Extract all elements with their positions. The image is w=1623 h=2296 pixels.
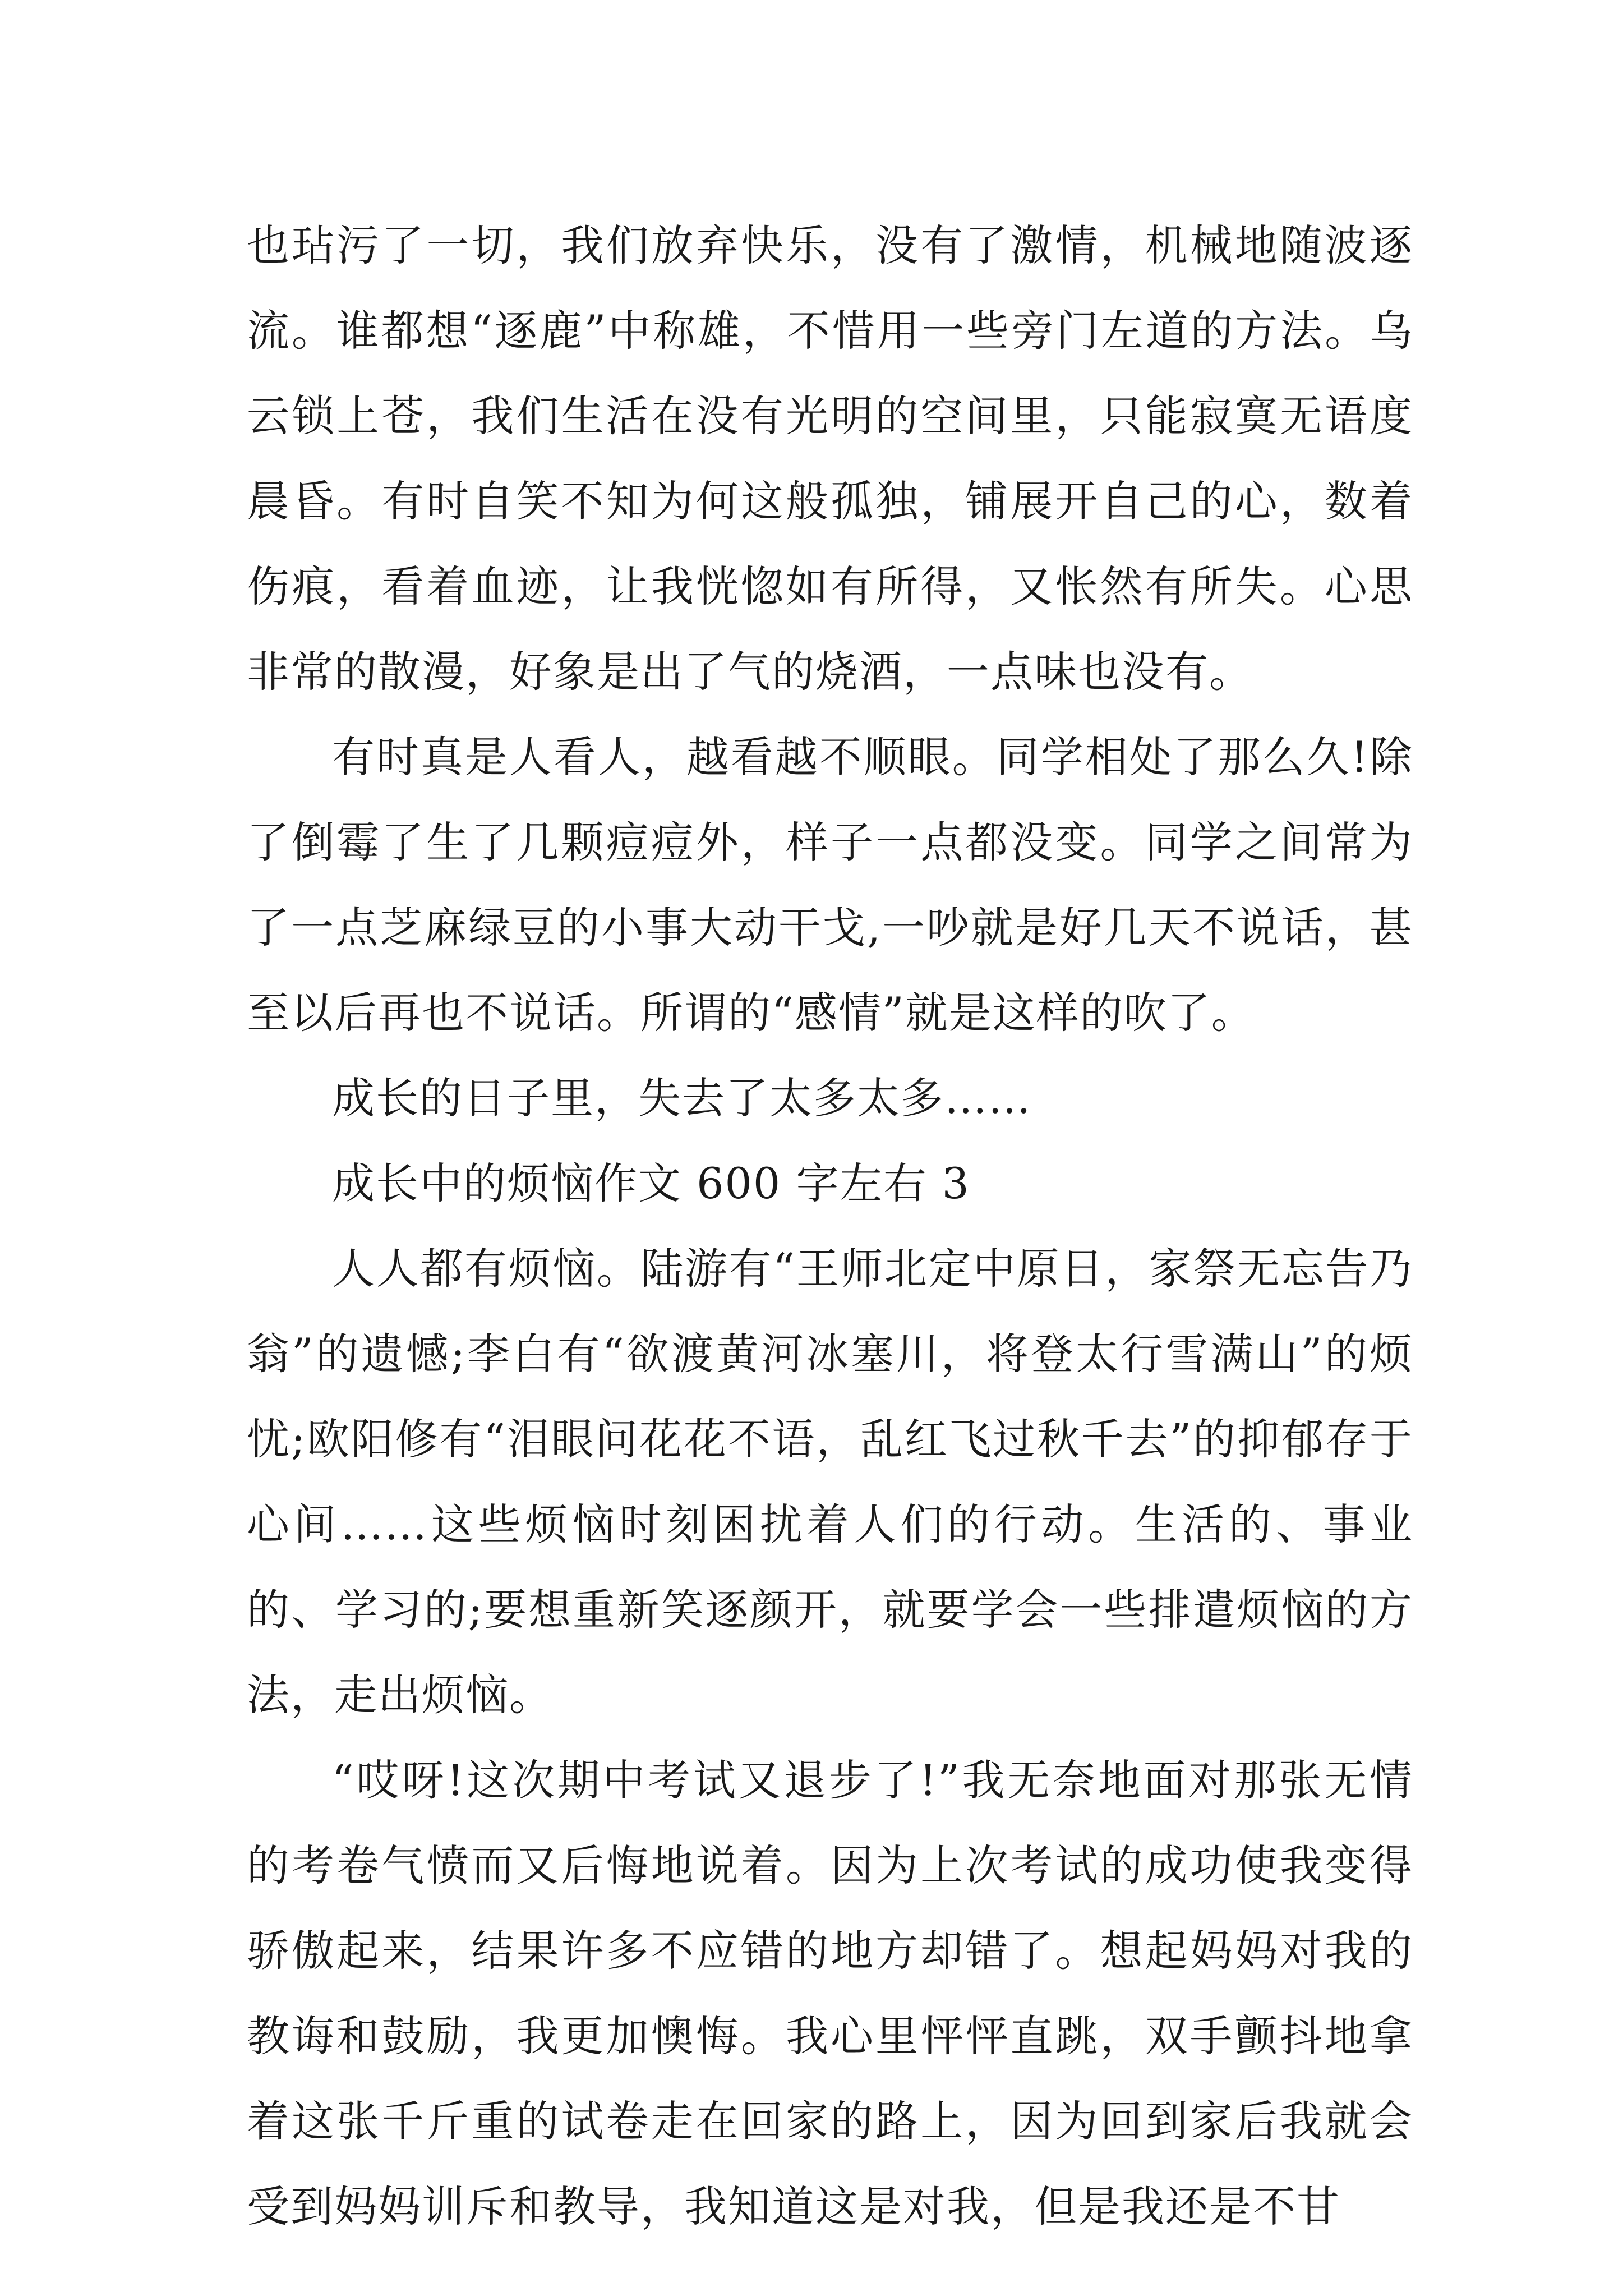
essay-heading: 成长中的烦恼作文 600 字左右 3 <box>332 1158 970 1208</box>
paragraph-worries: 人人都有烦恼。陆游有“王师北定中原日，家祭无忘告乃翁”的遗憾;李白有“欲渡黄河冰塞川，将登太行雪满山”的烦忧;欧阳修有“泪眼问花花不语，乱红飞过秋千去”的抑郁存于心间……这些烦恼时刻困扰着人们的行动。生活的、事业的、学习的;要想重新笑逐颜开，就要学会一些排遣烦恼的方法，走出烦恼。 <box>247 1244 1413 1720</box>
paragraph-exam: “哎呀!这次期中考试又退步了!”我无奈地面对那张无情的考卷气愤而又后悔地说着。因为上次考试的成功使我变得骄傲起来，结果许多不应错的地方却错了。想起妈妈对我的教诲和鼓励，我更加懊悔。我心里怦怦直跳，双手颤抖地拿着这张千斤重的试卷走在回家的路上，因为回到家后我就会受到妈妈训斥和教导，我知道这是对我，但是我还是不甘 <box>247 1755 1413 2231</box>
document-body <box>247 203 1413 2249</box>
paragraph-classmates: 有时真是人看人，越看越不顺眼。同学相处了那么久!除了倒霉了生了几颗痘痘外，样子一点都没变。同学之间常为了一点芝麻绿豆的小事大动干戈,一吵就是好几天不说话，甚至以后再也不说话。所谓的“感情”就是这样的吹了。 <box>247 732 1413 1038</box>
paragraph-continuation: 也玷污了一切，我们放弃快乐，没有了激情，机械地随波逐流。谁都想“逐鹿”中称雄，不惜用一些旁门左道的方法。乌云锁上苍，我们生活在没有光明的空间里，只能寂寞无语度晨昏。有时自笑不知为何这般孤独，铺展开自己的心，数着伤痕，看着血迹，让我恍惚如有所得，又怅然有所失。心思非常的散漫，好象是出了气的烧酒，一点味也没有。 <box>247 220 1413 697</box>
paragraph-lost: 成长的日子里，失去了太多太多…… <box>332 1073 1032 1123</box>
